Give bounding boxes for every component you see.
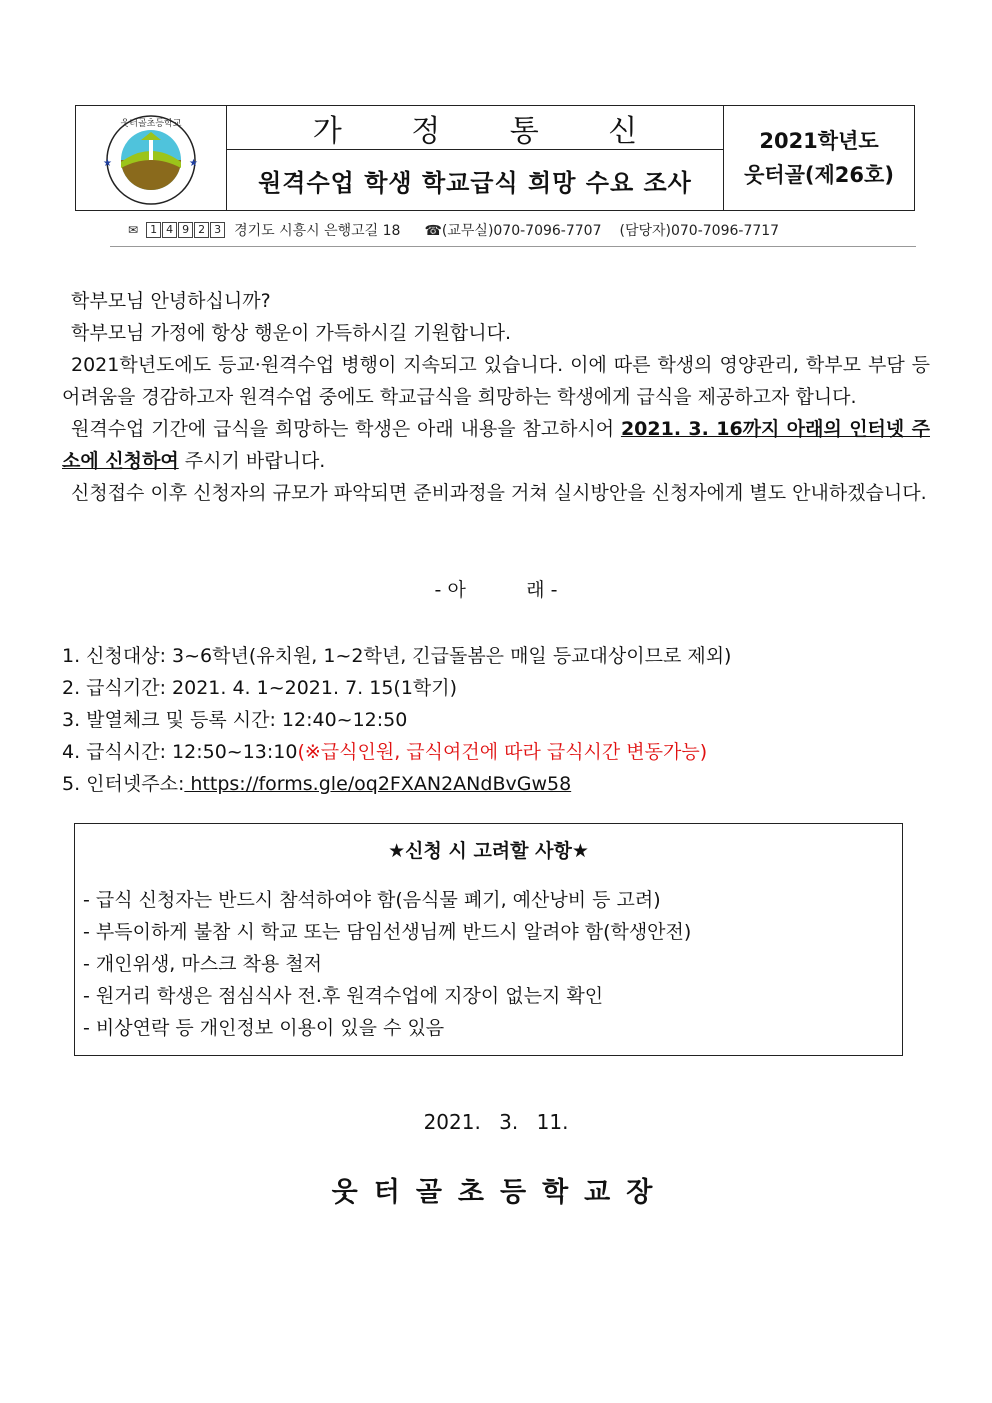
- zip-digit: 4: [162, 222, 177, 238]
- list-item: - 비상연락 등 개인정보 이용이 있을 수 있음: [83, 1017, 445, 1039]
- url-label: 5. 인터넷주소:: [62, 773, 185, 795]
- list-item: [62, 736, 942, 768]
- header-divider: [110, 246, 916, 247]
- details-list: [62, 640, 942, 800]
- letter-body: [62, 285, 930, 509]
- svg-text:웃터골초등학교: 웃터골초등학교: [120, 119, 182, 129]
- newsletter-subtitle: 원격수업 학생 학교급식 희망 수요 조사: [258, 168, 692, 197]
- issue-number: 웃터골(제26호): [744, 163, 894, 187]
- notice-paragraph: 신청접수 이후 신청자의 규모가 파악되면 준비과정을 거쳐 실시방안을 신청자에게 별도 안내하겠습니다.: [71, 482, 927, 504]
- newsletter-title: 가 정 통 신: [227, 106, 723, 150]
- street-address: 경기도 시흥시 은행고길 18: [234, 223, 401, 239]
- list-item: 3. 발열체크 및 등록 시간: 12:40~12:50: [62, 709, 408, 731]
- document-date: 2021. 3. 11.: [423, 1110, 569, 1134]
- title-cell: [227, 106, 724, 210]
- list-item: 2. 급식기간: 2021. 4. 1~2021. 7. 15(1학기): [62, 677, 458, 699]
- request-text-end: 주시기 바랍니다.: [178, 450, 326, 472]
- meal-time-note: (※급식인원, 급식여건에 따라 급식시간 변동가능): [297, 741, 708, 763]
- school-year: 2021학년도: [759, 129, 879, 153]
- list-item: 1. 신청대상: 3~6학년(유치원, 1~2학년, 긴급돌봄은 매일 등교대상이므로 제외): [62, 645, 732, 667]
- svg-text:★: ★: [189, 158, 198, 169]
- request-paragraph: [62, 413, 930, 477]
- mail-icon: ✉: [128, 223, 139, 237]
- request-text: 원격수업 기간에 급식을 희망하는 학생은 아래 내용을 참고하시어: [71, 418, 621, 440]
- section-heading: - 아 래 -: [434, 579, 558, 601]
- meal-time: 4. 급식시간: 12:50~13:10: [62, 741, 298, 763]
- svg-text:★: ★: [103, 158, 112, 169]
- office-phone: ☎(교무실)070-7096-7707: [424, 223, 602, 239]
- list-item: - 개인위생, 마스크 착용 철저: [83, 953, 322, 975]
- issue-info: [724, 106, 914, 210]
- school-logo: [97, 110, 205, 206]
- list-item: - 부득이하게 불참 시 학교 또는 담임선생님께 반드시 알려야 함(학생안전): [83, 921, 692, 943]
- considerations-list: [83, 884, 691, 1044]
- zip-digit: 3: [210, 222, 225, 238]
- address-line: [128, 220, 888, 240]
- school-logo-cell: [76, 106, 227, 210]
- considerations-box: [74, 823, 903, 1056]
- contact-phone: (담당자)070-7096-7717: [619, 223, 780, 239]
- wish-paragraph: 학부모님 가정에 항상 행운이 가득하시길 기원합니다.: [71, 322, 512, 344]
- zip-digit: 1: [146, 222, 161, 238]
- list-item: - 급식 신청자는 반드시 참석하여야 함(음식물 폐기, 예산낭비 등 고려): [83, 889, 661, 911]
- zip-digit: 2: [194, 222, 209, 238]
- newsletter-header: [75, 105, 915, 211]
- list-item: - 원거리 학생은 점심식사 전.후 원격수업에 지장이 없는지 확인: [83, 985, 604, 1007]
- zip-digit: 9: [178, 222, 193, 238]
- deadline-emphasis: 2021. 3. 16까지 아래의 인터넷 주소에 신청하여: [62, 418, 930, 472]
- list-item: [62, 768, 942, 800]
- signature: 웃터골초등학교장: [331, 1177, 669, 1208]
- intro-paragraph: 2021학년도에도 등교·원격수업 병행이 지속되고 있습니다. 이에 따른 학생의 영양관리, 학부모 부담 등 어려움을 경감하고자 원격수업 중에도 학교급식을 희망하는 학생에게 급식을 제공하고자 합니다.: [62, 354, 930, 408]
- application-link[interactable]: https://forms.gle/oq2FXAN2ANdBvGw58: [184, 773, 572, 795]
- greeting: 학부모님 안녕하십니까?: [71, 290, 271, 312]
- considerations-title: ★신청 시 고려할 사항★: [388, 840, 589, 862]
